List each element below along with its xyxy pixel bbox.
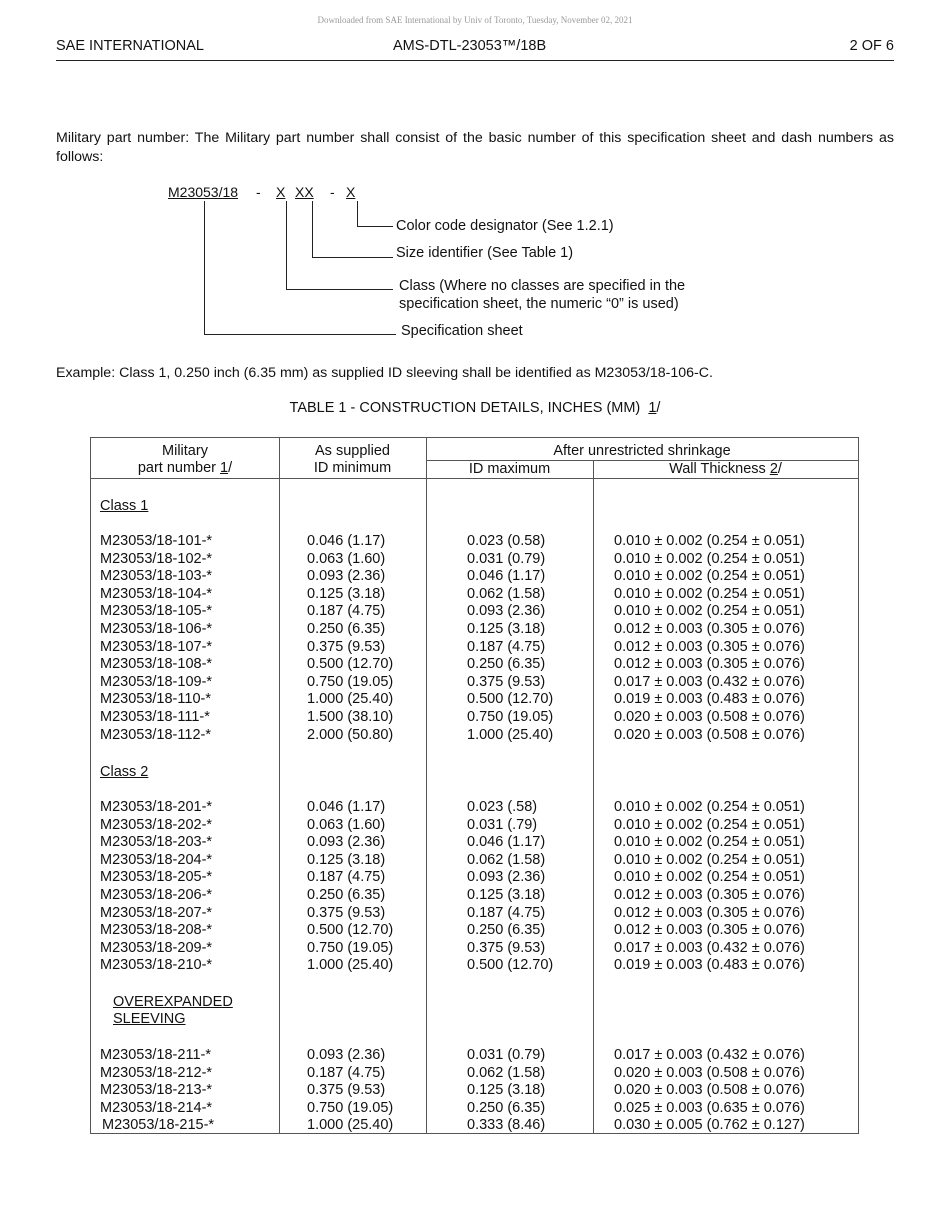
part-number-cell: M23053/18-213-* — [100, 1082, 213, 1099]
wall-thickness-cell: 0.012 ± 0.003 (0.305 ± 0.076) — [614, 922, 805, 939]
id-maximum-cell: 0.250 (6.35) — [467, 922, 546, 939]
wall-thickness-cell: 0.010 ± 0.002 (0.254 ± 0.051) — [614, 816, 805, 833]
id-minimum-cell: 0.063 (1.60) — [307, 816, 386, 833]
id-maximum-cell: 1.000 (25.40) — [467, 726, 554, 743]
id-maximum-cell: 0.333 (8.46) — [467, 1117, 546, 1134]
example-text: Example: Class 1, 0.250 inch (6.35 mm) as supplied ID sleeving shall be identified as M23053/18-106-C. — [56, 365, 713, 381]
part-number-cell: M23053/18-102-* — [100, 550, 213, 567]
wall-thickness-cell: 0.020 ± 0.003 (0.508 ± 0.076) — [614, 1064, 805, 1081]
section-class-2: Class 2 — [100, 764, 149, 780]
col-divider-3 — [593, 461, 594, 1133]
part-number-cell: M23053/18-111-* — [100, 709, 210, 725]
id-minimum-cell: 0.046 (1.17) — [307, 799, 386, 815]
id-minimum-cell: 0.046 (1.17) — [307, 533, 386, 549]
part-number-diagram — [0, 0, 950, 360]
id-maximum-cell: 0.250 (6.35) — [467, 1099, 546, 1116]
part-number-cell: M23053/18-101-* — [100, 533, 213, 549]
id-maximum-cell: 0.187 (4.75) — [467, 638, 546, 655]
id-minimum-cell: 1.000 (25.40) — [307, 1117, 394, 1134]
construction-details-table — [90, 437, 859, 1134]
wall-thickness-cell: 0.020 ± 0.003 (0.508 ± 0.076) — [614, 1082, 805, 1099]
part-number-cell: M23053/18-204-* — [100, 851, 213, 868]
wall-thickness-cell: 0.020 ± 0.003 (0.508 ± 0.076) — [614, 726, 805, 743]
table-title-text: TABLE 1 - CONSTRUCTION DETAILS, INCHES (MM) — [289, 400, 641, 416]
connector-spec-h — [204, 334, 396, 335]
id-maximum-cell: 0.093 (2.36) — [467, 603, 546, 620]
label-size-identifier: Size identifier (See Table 1) — [396, 245, 574, 261]
part-number-cell: M23053/18-211-* — [100, 1047, 211, 1063]
header-wall-label: Wall Thickness — [669, 461, 766, 477]
table-title-note: 1 — [648, 400, 657, 416]
label-specification-sheet: Specification sheet — [401, 323, 523, 339]
connector-color-v — [357, 201, 358, 226]
part-number-cell: M23053/18-105-* — [100, 603, 213, 620]
table-title — [0, 400, 950, 416]
id-minimum-cell: 1.000 (25.40) — [307, 957, 394, 974]
wall-thickness-cell: 0.010 ± 0.002 (0.254 ± 0.051) — [614, 550, 805, 567]
id-minimum-cell: 1.500 (38.10) — [307, 709, 394, 725]
id-minimum-cell: 0.500 (12.70) — [307, 922, 394, 939]
id-minimum-cell: 0.250 (6.35) — [307, 887, 386, 903]
wall-thickness-cell: 0.017 ± 0.003 (0.432 ± 0.076) — [614, 673, 805, 690]
header-page-number: 2 OF 6 — [849, 38, 894, 54]
wall-thickness-cell: 0.010 ± 0.002 (0.254 ± 0.051) — [614, 869, 805, 886]
wall-thickness-cell: 0.012 ± 0.003 (0.305 ± 0.076) — [614, 887, 805, 903]
id-minimum-cell: 0.125 (3.18) — [307, 851, 386, 868]
part-number-cell: M23053/18-201-* — [100, 799, 213, 815]
part-number-cell: M23053/18-104-* — [100, 585, 213, 602]
id-maximum-cell: 0.250 (6.35) — [467, 656, 546, 673]
id-minimum-cell: 0.063 (1.60) — [307, 550, 386, 567]
id-minimum-cell: 0.093 (2.36) — [307, 1047, 386, 1063]
header-as-supplied — [279, 443, 426, 477]
id-maximum-cell: 0.750 (19.05) — [467, 709, 554, 725]
label-class-line2: specification sheet, the numeric “0” is used) — [399, 296, 679, 312]
part-number-cell: M23053/18-209-* — [100, 939, 213, 956]
pn-dash-1: - — [256, 184, 261, 200]
connector-spec-v — [204, 201, 205, 334]
part-number-cell: M23053/18-106-* — [100, 621, 213, 637]
id-minimum-cell: 2.000 (50.80) — [307, 726, 394, 743]
connector-size-h — [312, 257, 393, 258]
part-number-cell: M23053/18-110-* — [100, 691, 211, 708]
id-minimum-cell: 0.500 (12.70) — [307, 656, 394, 673]
id-maximum-cell: 0.187 (4.75) — [467, 904, 546, 921]
col-divider-2 — [426, 438, 427, 1133]
connector-class-h — [286, 289, 393, 290]
pn-dash-2: - — [330, 184, 335, 200]
part-number-cell: M23053/18-108-* — [100, 656, 213, 673]
part-number-cell: M23053/18-215-* — [102, 1117, 215, 1134]
part-number-cell: M23053/18-208-* — [100, 922, 213, 939]
id-maximum-cell: 0.023 (.58) — [467, 799, 538, 815]
id-minimum-cell: 0.750 (19.05) — [307, 1099, 394, 1116]
id-maximum-cell: 0.125 (3.18) — [467, 887, 546, 903]
part-number-cell: M23053/18-205-* — [100, 869, 213, 886]
id-minimum-cell: 0.375 (9.53) — [307, 1082, 386, 1099]
section-overexpanded-line1: OVEREXPANDED — [113, 994, 233, 1010]
id-maximum-cell: 0.031 (0.79) — [467, 1047, 546, 1063]
header-doc-id: AMS-DTL-23053™/18B — [393, 38, 547, 54]
id-minimum-cell: 0.250 (6.35) — [307, 621, 386, 637]
id-maximum-cell: 0.062 (1.58) — [467, 585, 546, 602]
id-minimum-cell: 0.375 (9.53) — [307, 904, 386, 921]
connector-color-h — [357, 226, 393, 227]
wall-thickness-cell: 0.012 ± 0.003 (0.305 ± 0.076) — [614, 638, 805, 655]
header-wall-slash: / — [777, 461, 782, 477]
part-number-cell: M23053/18-210-* — [100, 957, 213, 974]
part-number-cell: M23053/18-112-* — [100, 726, 211, 743]
part-number-cell: M23053/18-214-* — [100, 1099, 213, 1116]
id-maximum-cell: 0.046 (1.17) — [467, 568, 546, 585]
wall-thickness-cell: 0.012 ± 0.003 (0.305 ± 0.076) — [614, 656, 805, 673]
id-maximum-cell: 0.062 (1.58) — [467, 851, 546, 868]
wall-thickness-cell: 0.017 ± 0.003 (0.432 ± 0.076) — [614, 939, 805, 956]
part-number-cell: M23053/18-206-* — [100, 887, 213, 903]
part-number-cell: M23053/18-207-* — [100, 904, 213, 921]
wall-thickness-cell: 0.010 ± 0.002 (0.254 ± 0.051) — [614, 799, 805, 815]
wall-thickness-cell: 0.010 ± 0.002 (0.254 ± 0.051) — [614, 568, 805, 585]
wall-thickness-cell: 0.010 ± 0.002 (0.254 ± 0.051) — [614, 603, 805, 620]
id-maximum-cell: 0.500 (12.70) — [467, 691, 554, 708]
id-maximum-cell: 0.031 (0.79) — [467, 550, 546, 567]
id-minimum-cell: 0.093 (2.36) — [307, 568, 386, 585]
id-maximum-cell: 0.375 (9.53) — [467, 939, 546, 956]
id-maximum-cell: 0.031 (.79) — [467, 816, 538, 833]
label-color-code: Color code designator (See 1.2.1) — [396, 218, 614, 234]
wall-thickness-cell: 0.012 ± 0.003 (0.305 ± 0.076) — [614, 904, 805, 921]
header-org: SAE INTERNATIONAL — [56, 38, 204, 54]
wall-thickness-cell: 0.030 ± 0.005 (0.762 ± 0.127) — [614, 1117, 805, 1134]
header-military-part-number — [91, 443, 279, 477]
connector-size-v — [312, 201, 313, 257]
header-after-shrinkage: After unrestricted shrinkage — [553, 443, 731, 459]
id-maximum-cell: 0.062 (1.58) — [467, 1064, 546, 1081]
header-military-line2: part number — [137, 460, 217, 476]
label-class-line1: Class (Where no classes are specified in the — [399, 278, 686, 294]
id-minimum-cell: 0.187 (4.75) — [307, 1064, 386, 1081]
intro-paragraph: Military part number: The Military part number shall consist of the basic number of this specification sheet and dash numbers as follows: — [56, 130, 894, 165]
id-minimum-cell: 0.125 (3.18) — [307, 585, 386, 602]
id-maximum-cell: 0.375 (9.53) — [467, 673, 546, 690]
id-minimum-cell: 0.750 (19.05) — [307, 939, 394, 956]
id-maximum-cell: 0.023 (0.58) — [467, 533, 546, 549]
wall-thickness-cell: 0.010 ± 0.002 (0.254 ± 0.051) — [614, 585, 805, 602]
header-wall-note: 2 — [769, 461, 778, 477]
header-id-maximum: ID maximum — [468, 461, 551, 477]
part-number-cell: M23053/18-107-* — [100, 638, 213, 655]
connector-class-v — [286, 201, 287, 289]
id-minimum-cell: 0.187 (4.75) — [307, 869, 386, 886]
wall-thickness-cell: 0.019 ± 0.003 (0.483 ± 0.076) — [614, 957, 805, 974]
wall-thickness-cell: 0.012 ± 0.003 (0.305 ± 0.076) — [614, 621, 805, 637]
header-military-line2-wrap — [91, 460, 279, 477]
col-divider-1 — [279, 438, 280, 1133]
download-watermark: Downloaded from SAE International by Univ of Toronto, Tuesday, November 02, 2021 — [317, 15, 633, 25]
header-military-line1: Military — [162, 443, 208, 459]
wall-thickness-cell: 0.025 ± 0.003 (0.635 ± 0.076) — [614, 1099, 805, 1116]
wall-thickness-cell: 0.017 ± 0.003 (0.432 ± 0.076) — [614, 1047, 805, 1063]
id-minimum-cell: 0.375 (9.53) — [307, 638, 386, 655]
pn-class-code: X — [276, 184, 286, 200]
id-minimum-cell: 1.000 (25.40) — [307, 691, 394, 708]
id-maximum-cell: 0.500 (12.70) — [467, 957, 554, 974]
wall-thickness-cell: 0.020 ± 0.003 (0.508 ± 0.076) — [614, 709, 805, 725]
id-maximum-cell: 0.046 (1.17) — [467, 834, 546, 851]
section-class-1: Class 1 — [100, 498, 149, 514]
table-title-slash: / — [656, 400, 661, 416]
wall-thickness-cell: 0.010 ± 0.002 (0.254 ± 0.051) — [614, 834, 805, 851]
id-maximum-cell: 0.125 (3.18) — [467, 621, 546, 637]
header-bottom-line — [91, 478, 858, 479]
part-number-cell: M23053/18-202-* — [100, 816, 213, 833]
part-number-cell: M23053/18-103-* — [100, 568, 213, 585]
pn-color-code: X — [346, 184, 356, 200]
wall-thickness-cell: 0.019 ± 0.003 (0.483 ± 0.076) — [614, 691, 805, 708]
part-number-cell: M23053/18-109-* — [100, 673, 213, 690]
header-military-slash: / — [228, 460, 233, 476]
id-minimum-cell: 0.750 (19.05) — [307, 673, 394, 690]
pn-size-code: XX — [295, 184, 314, 200]
id-minimum-cell: 0.093 (2.36) — [307, 834, 386, 851]
header-military-note: 1 — [220, 460, 229, 476]
id-maximum-cell: 0.125 (3.18) — [467, 1082, 546, 1099]
header-supplied-line2: ID minimum — [313, 460, 392, 476]
id-minimum-cell: 0.187 (4.75) — [307, 603, 386, 620]
part-number-cell: M23053/18-212-* — [100, 1064, 213, 1081]
id-maximum-cell: 0.093 (2.36) — [467, 869, 546, 886]
wall-thickness-cell: 0.010 ± 0.002 (0.254 ± 0.051) — [614, 851, 805, 868]
wall-thickness-cell: 0.010 ± 0.002 (0.254 ± 0.051) — [614, 533, 805, 549]
header-supplied-line1: As supplied — [315, 443, 390, 459]
header-wall-thickness — [593, 461, 858, 478]
pn-spec: M23053/18 — [168, 184, 239, 200]
section-overexpanded-line2: SLEEVING — [113, 1011, 186, 1027]
part-number-cell: M23053/18-203-* — [100, 834, 213, 851]
